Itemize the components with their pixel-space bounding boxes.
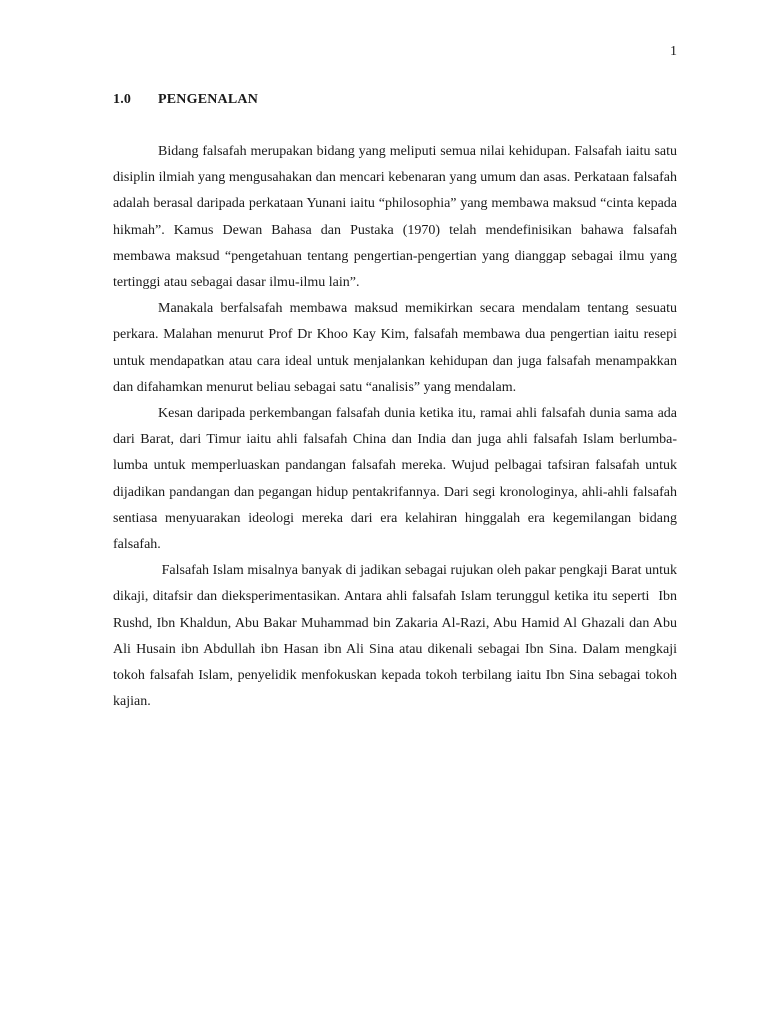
- paragraph-1: Bidang falsafah merupakan bidang yang meliputi semua nilai kehidupan. Falsafah iaitu satu disiplin ilmiah yang mengusahakan dan mencari kebenaran yang umum dan asas. Perkataan falsafah adalah berasal daripada perkataan Yunani iaitu “philosophia” yang membawa maksud “cinta kepada hikmah”. Kamus Dewan Bahasa dan Pustaka (1970) telah mendefinisikan bahawa falsafah membawa maksud “pengetahuan tentang pengertian-pengertian yang dianggap sebagai ilmu yang tertinggi atau sebagai dasar ilmu-ilmu lain”.: [113, 144, 677, 291]
- body-text: [113, 139, 681, 715]
- section-number: 1.0: [113, 92, 132, 107]
- section-heading: [113, 91, 258, 109]
- paragraph-2: Manakala berfalsafah membawa maksud memikirkan secara mendalam tentang sesuatu perkara. Malahan menurut Prof Dr Khoo Kay Kim, falsafah membawa dua pengertian iaitu resepi untuk mendapatkan atau cara ideal untuk menjalankan kehidupan dan juga falsafah menampakkan dan difahamkan menurut beliau sebagai satu “analisis” yang mendalam.: [113, 301, 677, 395]
- page-number: 1: [670, 44, 677, 59]
- paragraph-4: Falsafah Islam misalnya banyak di jadikan sebagai rujukan oleh pakar pengkaji Barat untuk dikaji, ditafsir dan dieksperimentasikan. Antara ahli falsafah Islam terunggul ketika itu seperti Ibn Rushd, Ibn Khaldun, Abu Bakar Muhammad bin Zakaria Al-Razi, Abu Hamid Al Ghazali dan Abu Ali Husain ibn Abdullah ibn Hasan ibn Ali Sina atau dikenali sebagai Ibn Sina. Dalam mengkaji tokoh falsafah Islam, penyelidik menfokuskan kepada tokoh terbilang iaitu Ibn Sina sebagai tokoh kajian.: [113, 563, 681, 710]
- section-title: PENGENALAN: [158, 92, 259, 107]
- paragraph-3: Kesan daripada perkembangan falsafah dunia ketika itu, ramai ahli falsafah dunia sama ada dari Barat, dari Timur iaitu ahli falsafah China dan India dan juga ahli falsafah Islam berlumba-lumba untuk memperluaskan pandangan falsafah mereka. Wujud pelbagai tafsiran falsafah untuk dijadikan pandangan dan pegangan hidup pentakrifannya. Dari segi kronologinya, ahli-ahli falsafah sentiasa menyuarakan ideologi mereka dari era kelahiran hinggalah era kegemilangan bidang falsafah.: [113, 406, 677, 553]
